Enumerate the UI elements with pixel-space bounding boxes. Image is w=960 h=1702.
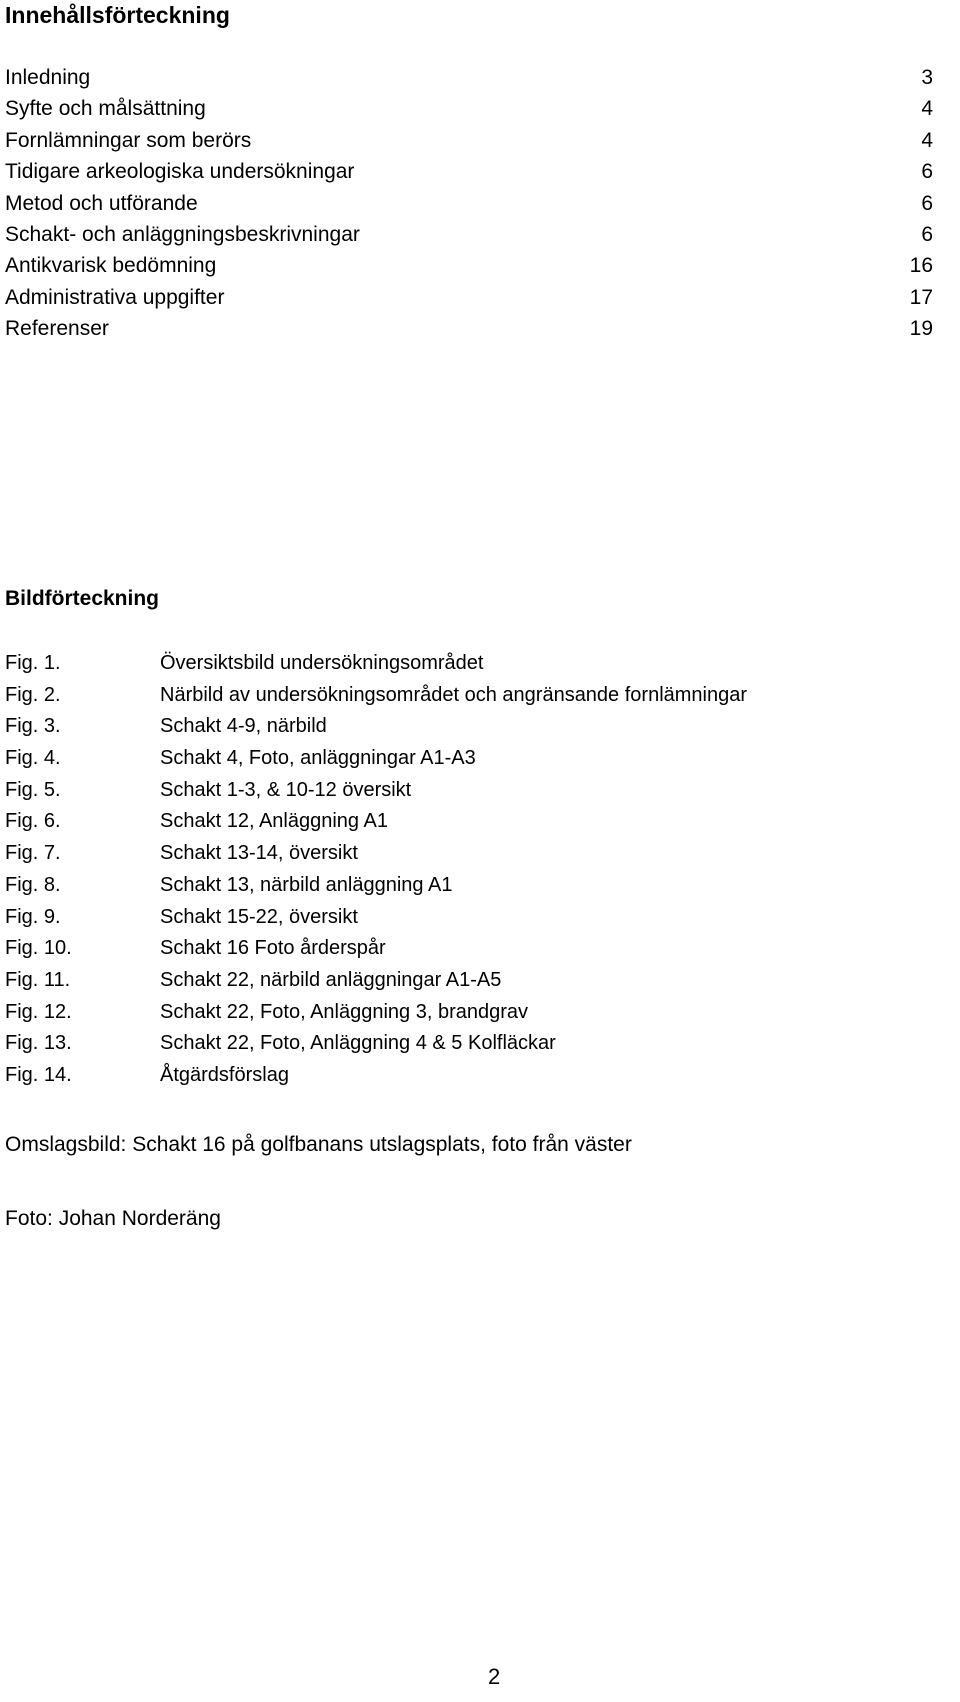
figure-entry [5,1060,925,1092]
figure-entry [5,965,925,997]
toc-entry-title: Antikvarisk bedömning [5,254,217,278]
figure-caption: Schakt 4, Foto, anläggningar A1-A3 [160,747,476,770]
toc-entry [5,188,933,219]
figure-caption: Schakt 22, Foto, Anläggning 3, brandgrav [160,1000,529,1023]
toc-entry-page: 4 [921,128,933,152]
figure-number: Fig. 2. [5,683,61,706]
figure-caption: Schakt 15-22, översikt [160,905,358,928]
toc-entry-title: Schakt- och anläggningsbeskrivningar [5,222,360,246]
toc-entry-title: Referenser [5,317,109,341]
page-number: 2 [488,1664,501,1689]
figure-entry [5,711,925,743]
toc-entry-page: 6 [921,222,933,246]
figure-entry [5,680,925,712]
toc-entry-page: 4 [921,97,933,121]
figure-number: Fig. 3. [5,715,61,738]
toc-entry-page: 3 [921,66,933,89]
toc-entry [5,93,933,124]
figure-caption: Schakt 1-3, & 10-12 översikt [160,778,412,801]
figure-number: Fig. 4. [5,747,61,770]
figure-entry [5,870,925,902]
figure-list [5,648,925,1092]
toc-entry [5,313,933,344]
figure-caption: Schakt 22, Foto, Anläggning 4 & 5 Kolfläckar [160,1032,556,1055]
figure-entry [5,1028,925,1060]
figure-caption: Schakt 13, närbild anläggning A1 [160,873,453,896]
figure-entry [5,933,925,965]
figure-number: Fig. 14. [5,1063,72,1086]
figure-caption: Schakt 12, Anläggning A1 [160,810,388,833]
toc-entry-page: 19 [909,317,933,341]
figure-entry [5,997,925,1029]
toc-entry [5,62,933,93]
toc-heading: Innehållsförteckning [5,2,230,28]
figure-number: Fig. 1. [5,652,61,674]
toc-entry-title: Tidigare arkeologiska undersökningar [5,160,355,184]
figure-number: Fig. 7. [5,842,61,865]
figure-caption: Schakt 22, närbild anläggningar A1-A5 [160,968,502,991]
toc-entry-title: Syfte och målsättning [5,97,206,121]
figure-entry [5,838,925,870]
toc-entry-page: 17 [909,285,933,309]
figure-number: Fig. 13. [5,1032,72,1055]
figure-number: Fig. 6. [5,810,61,833]
figure-caption: Närbild av undersökningsområdet och angränsande fornlämningar [160,683,748,706]
toc-entry [5,250,933,281]
figure-caption: Schakt 16 Foto årderspår [160,937,386,960]
figure-list-heading: Bildförteckning [5,587,160,610]
figure-entry [5,743,925,775]
figure-caption: Översiktsbild undersökningsområdet [160,652,484,674]
figure-number: Fig. 11. [5,968,71,991]
figure-entry [5,806,925,838]
toc-entry [5,219,933,250]
toc-entry-page: 6 [921,160,933,184]
toc-entry [5,282,933,313]
figure-number: Fig. 9. [5,905,61,928]
toc-entry-title: Fornlämningar som berörs [5,128,252,152]
toc-entry-title: Administrativa uppgifter [5,285,225,309]
toc-entry-title: Metod och utförande [5,191,198,215]
figure-number: Fig. 5. [5,778,61,801]
figure-caption: Schakt 13-14, översikt [160,842,358,865]
toc-entry [5,125,933,156]
photo-credit: Foto: Johan Norderäng [5,1207,221,1230]
toc-entry [5,156,933,187]
figure-number: Fig. 12. [5,1000,72,1023]
figure-entry [5,902,925,934]
figure-entry [5,775,925,807]
toc-entry-page: 16 [909,254,933,278]
toc-entry-page: 6 [921,191,933,215]
figure-number: Fig. 10. [5,937,72,960]
figure-caption: Åtgärdsförslag [160,1063,289,1086]
toc-entry-title: Inledning [5,66,91,89]
figure-caption: Schakt 4-9, närbild [160,715,327,738]
cover-photo-caption: Omslagsbild: Schakt 16 på golfbanans utslagsplats, foto från väster [5,1133,632,1156]
figure-number: Fig. 8. [5,873,61,896]
toc-list [5,62,933,345]
figure-entry [5,648,925,680]
